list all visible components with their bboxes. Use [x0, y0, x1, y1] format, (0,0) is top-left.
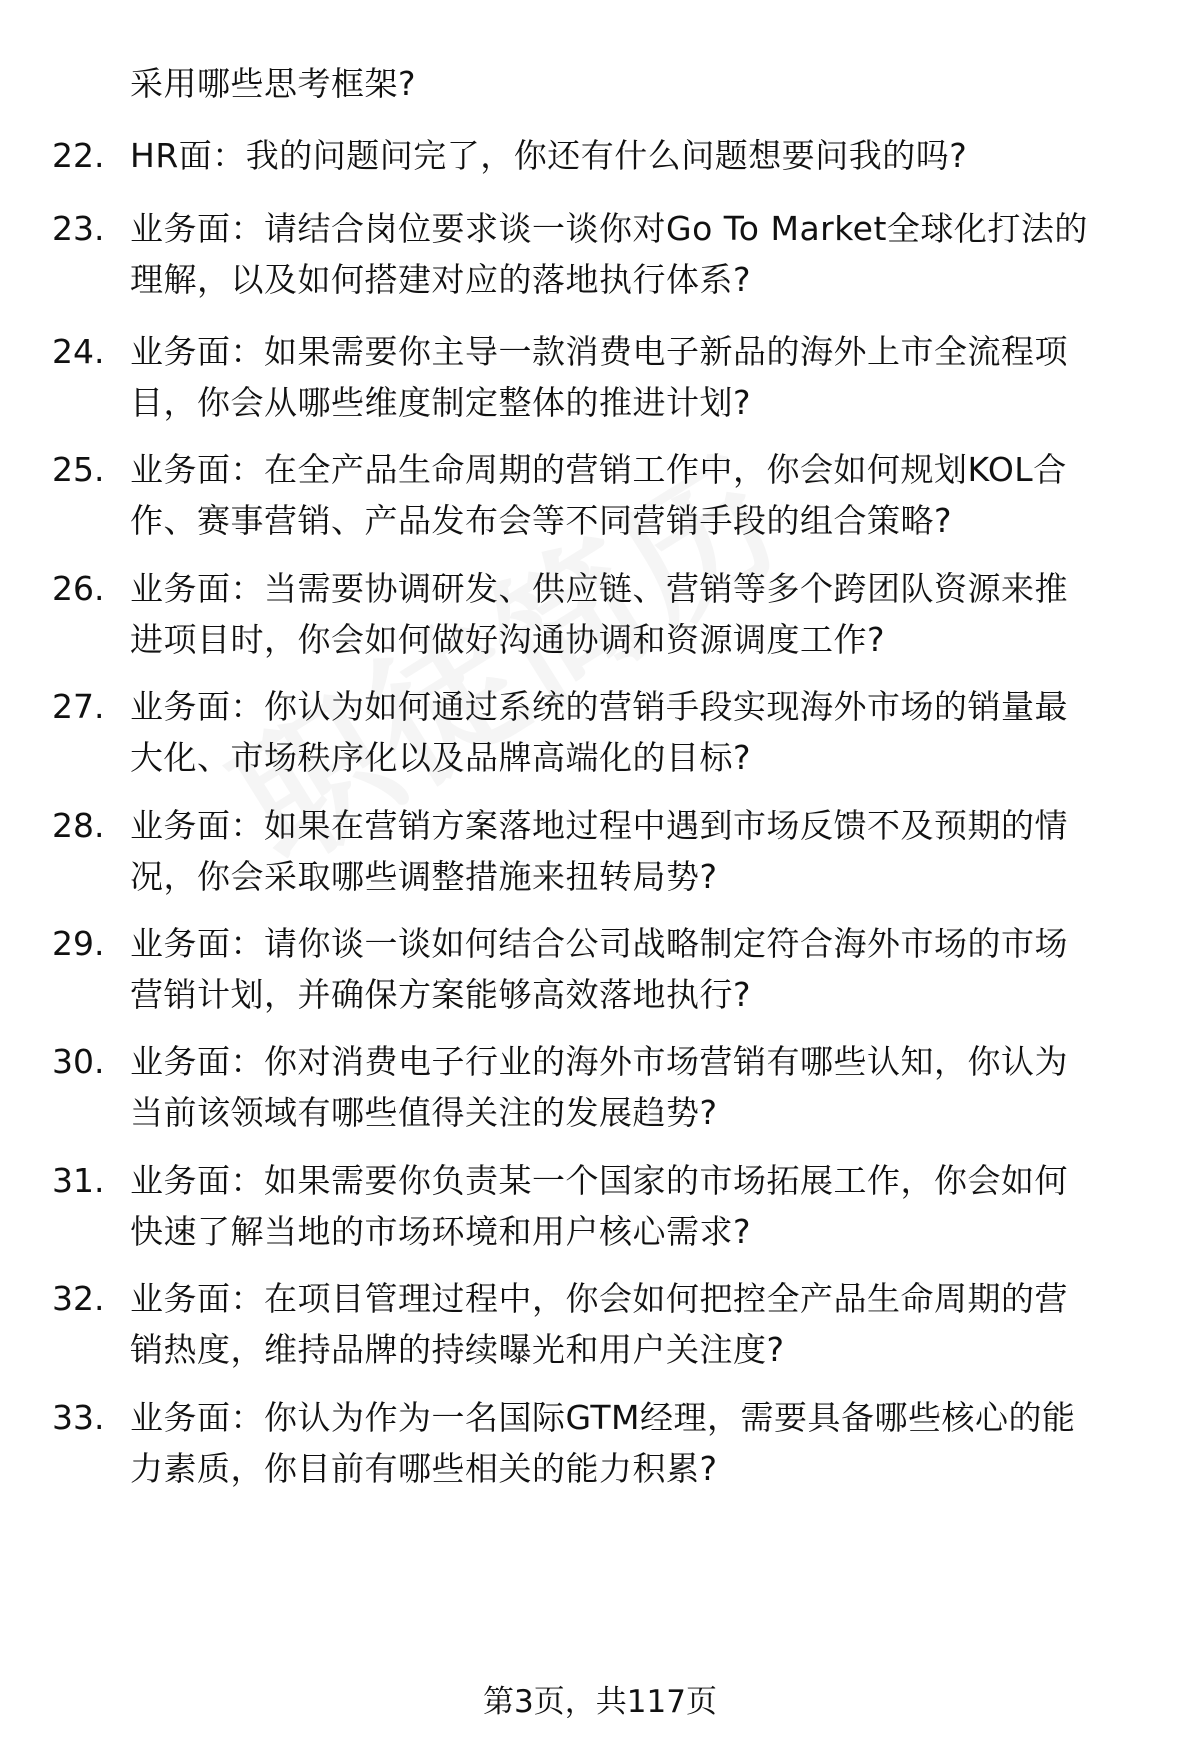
question-line: 力素质，你目前有哪些相关的能力积累? — [130, 1449, 718, 1488]
question-text — [130, 1392, 1160, 1494]
page-footer: 第3页，共117页 — [483, 1684, 717, 1720]
question-number: 24. — [52, 332, 105, 371]
question-number: 30. — [52, 1042, 105, 1081]
question-text — [130, 681, 1160, 783]
question-line: 业务面：如果在营销方案落地过程中遇到市场反馈不及预期的情 — [130, 806, 1068, 845]
question-line: 当前该领域有哪些值得关注的发展趋势? — [130, 1093, 718, 1132]
question-line: 营销计划，并确保方案能够高效落地执行? — [130, 975, 752, 1014]
question-text — [130, 203, 1160, 305]
question-item — [0, 1036, 1200, 1146]
continuation-text: 采用哪些思考框架? — [130, 64, 417, 103]
question-line: 大化、市场秩序化以及品牌高端化的目标? — [130, 738, 752, 777]
question-text — [130, 130, 1160, 181]
question-line: 业务面：在全产品生命周期的营销工作中，你会如何规划KOL合 — [130, 450, 1067, 489]
question-number: 27. — [52, 687, 105, 726]
question-line: HR面：我的问题问完了，你还有什么问题想要问我的吗? — [130, 136, 968, 175]
question-line: 业务面：当需要协调研发、供应链、营销等多个跨团队资源来推 — [130, 569, 1068, 608]
question-item — [0, 1155, 1200, 1265]
question-line: 业务面：如果需要你负责某一个国家的市场拓展工作，你会如何 — [130, 1161, 1068, 1200]
question-line: 业务面：你认为作为一名国际GTM经理，需要具备哪些核心的能 — [130, 1398, 1076, 1437]
question-text — [130, 1036, 1160, 1138]
question-item — [0, 1392, 1200, 1502]
question-line: 业务面：如果需要你主导一款消费电子新品的海外上市全流程项 — [130, 332, 1068, 371]
question-line: 目，你会从哪些维度制定整体的推进计划? — [130, 383, 752, 422]
question-text — [130, 444, 1160, 546]
question-number: 23. — [52, 209, 105, 248]
question-line: 销热度，维持品牌的持续曝光和用户关注度? — [130, 1330, 785, 1369]
question-item — [0, 326, 1200, 436]
question-line: 况，你会采取哪些调整措施来扭转局势? — [130, 857, 718, 896]
question-number: 29. — [52, 924, 105, 963]
question-text — [130, 1155, 1160, 1257]
question-item — [0, 563, 1200, 673]
question-item — [0, 800, 1200, 910]
question-number: 32. — [52, 1279, 105, 1318]
question-line: 业务面：请结合岗位要求谈一谈你对Go To Market全球化打法的 — [130, 209, 1088, 248]
question-number: 31. — [52, 1161, 105, 1200]
question-text — [130, 1273, 1160, 1375]
question-number: 25. — [52, 450, 105, 489]
question-text — [130, 563, 1160, 665]
question-item — [0, 203, 1200, 313]
question-number: 22. — [52, 136, 105, 175]
question-item — [0, 681, 1200, 791]
question-line: 业务面：你对消费电子行业的海外市场营销有哪些认知，你认为 — [130, 1042, 1068, 1081]
question-line: 业务面：在项目管理过程中，你会如何把控全产品生命周期的营 — [130, 1279, 1068, 1318]
question-number: 33. — [52, 1398, 105, 1437]
question-text — [130, 326, 1160, 428]
question-line: 进项目时，你会如何做好沟通协调和资源调度工作? — [130, 620, 886, 659]
question-line: 业务面：你认为如何通过系统的营销手段实现海外市场的销量最 — [130, 687, 1068, 726]
question-item — [0, 1273, 1200, 1383]
question-line: 理解，以及如何搭建对应的落地执行体系? — [130, 260, 752, 299]
question-item — [0, 444, 1200, 554]
question-text — [130, 800, 1160, 902]
question-number: 26. — [52, 569, 105, 608]
question-text — [130, 918, 1160, 1020]
question-line: 业务面：请你谈一谈如何结合公司战略制定符合海外市场的市场 — [130, 924, 1068, 963]
question-line: 作、赛事营销、产品发布会等不同营销手段的组合策略? — [130, 501, 953, 540]
question-number: 28. — [52, 806, 105, 845]
question-item — [0, 918, 1200, 1028]
question-line: 快速了解当地的市场环境和用户核心需求? — [130, 1212, 752, 1251]
